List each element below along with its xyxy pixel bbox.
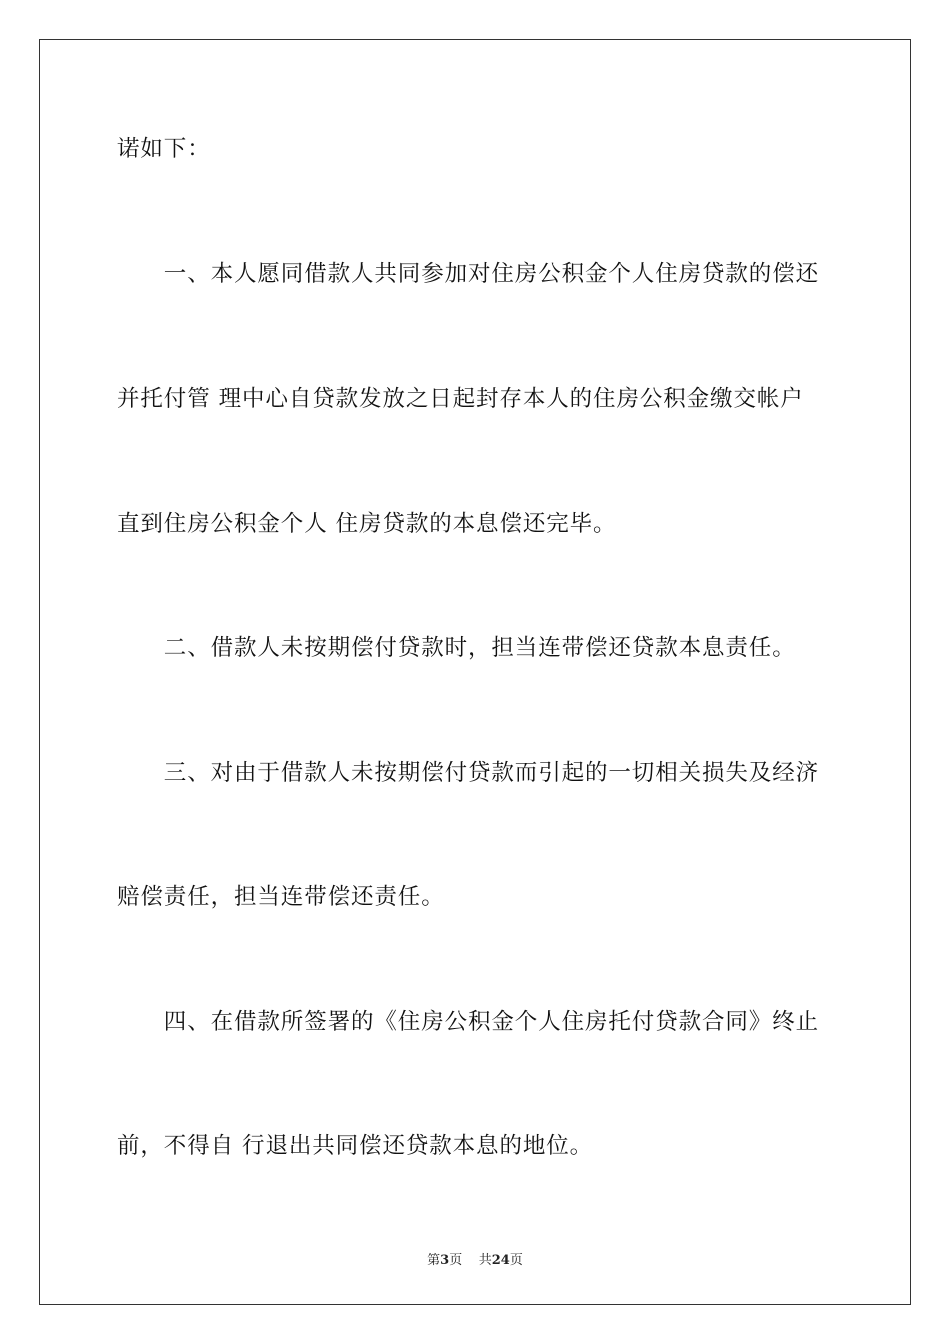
page-footer xyxy=(0,1249,950,1268)
text-line: 前，不得自 行退出共同偿还贷款本息的地位。 xyxy=(117,1133,594,1159)
footer-total-suffix: 页 xyxy=(509,1253,523,1268)
text-line: 三、对由于借款人未按期偿付贷款而引起的一切相关损失及经济 xyxy=(117,760,820,786)
page-frame xyxy=(39,39,911,1305)
text-line: 直到住房公积金个人 住房贷款的本息偿还完毕。 xyxy=(117,511,617,537)
text-line: 诺如下： xyxy=(117,136,211,162)
footer-total-prefix: 共 xyxy=(478,1253,492,1268)
footer-page-suffix: 页 xyxy=(449,1253,463,1268)
text-line: 四、在借款所签署的《住房公积金个人住房托付贷款合同》终止 xyxy=(117,1009,820,1035)
text-line: 二、借款人未按期偿付贷款时，担当连带偿还贷款本息责任。 xyxy=(117,635,796,661)
footer-page-number: 3 xyxy=(440,1253,450,1268)
text-line: 一、本人愿同借款人共同参加对住房公积金个人住房贷款的偿还 xyxy=(117,261,820,287)
text-line: 并托付管 理中心自贷款发放之日起封存本人的住房公积金缴交帐户 xyxy=(117,386,804,412)
text-line: 赔偿责任，担当连带偿还责任。 xyxy=(117,884,445,910)
footer-page-prefix: 第 xyxy=(427,1253,441,1268)
footer-total-pages: 24 xyxy=(491,1253,510,1268)
